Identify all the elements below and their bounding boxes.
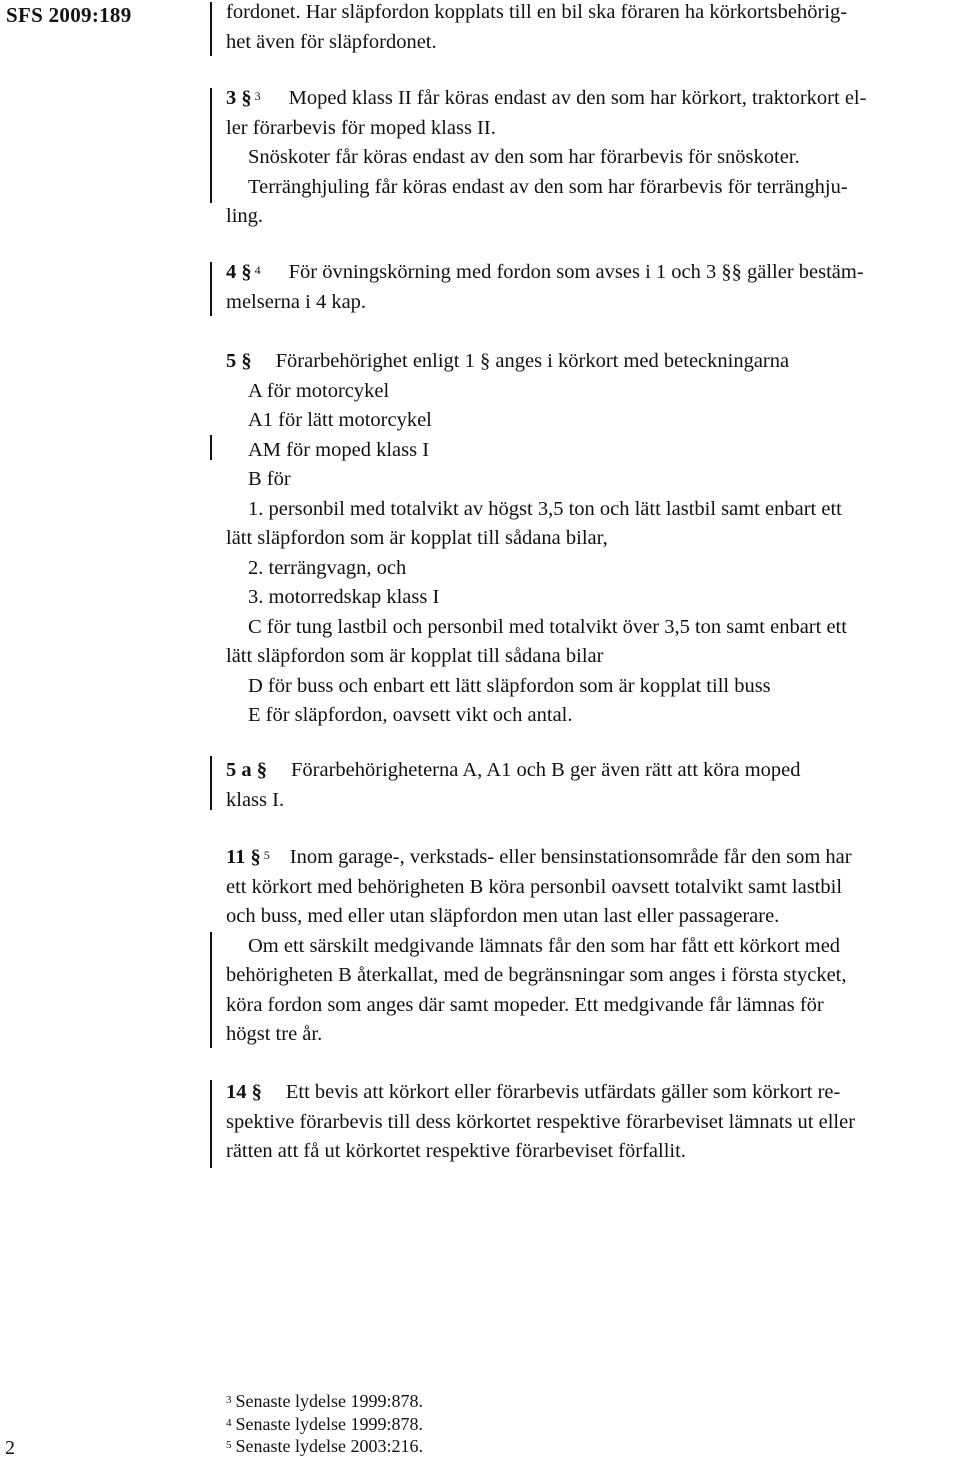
list-item: E för släpfordon, oavsett vikt och antal. <box>248 704 573 726</box>
text-line: rätten att få ut körkortet respektive förarbeviset förfallit. <box>226 1140 686 1162</box>
list-item: 1. personbil med totalvikt av högst 3,5 ton och lätt lastbil samt enbart ett <box>248 497 842 520</box>
text-line: melserna i 4 kap. <box>226 290 367 313</box>
text-line: lätt släpfordon som är kopplat till sådana bilar, <box>226 527 608 549</box>
change-bar <box>210 435 212 460</box>
section-5a <box>226 756 958 815</box>
change-bar <box>210 932 212 1048</box>
change-bar <box>210 2 212 56</box>
footnote-ref: 4 <box>254 263 261 277</box>
text-line: spektive förarbevis till dess körkortet respektive förarbeviset lämnats ut eller <box>226 1110 856 1133</box>
intro-paragraph <box>226 0 958 57</box>
footnotes <box>226 1390 423 1458</box>
section-number: 3 § <box>226 87 252 109</box>
text-line: ling. <box>226 205 264 227</box>
text-line: Om ett särskilt medgivande lämnats får den som har fått ett körkort med <box>248 934 841 957</box>
text-line: ler förarbevis för moped klass II. <box>226 116 496 139</box>
text-line: Inom garage-, verkstads- eller bensinstationsområde får den som har <box>289 846 852 868</box>
footnote <box>226 1390 423 1413</box>
list-item: 2. terrängvagn, och <box>248 556 407 579</box>
footnote-text: Senaste lydelse 2003:216. <box>235 1436 423 1456</box>
section-11 <box>226 843 958 1050</box>
text-line: och buss, med eller utan släpfordon men utan last eller passagerare. <box>226 905 780 927</box>
text-line: behörigheten B återkallat, med de begränsningar som anges i första stycket, <box>226 964 847 986</box>
footnote-mark: 5 <box>226 1439 232 1451</box>
text-line: Ett bevis att körkort eller förarbevis utfärdats gäller som körkort re- <box>285 1081 841 1103</box>
footnote-ref: 5 <box>263 848 270 862</box>
section-5 <box>226 347 958 731</box>
text-line: Förarbehörighet enligt 1 § anges i körkort med beteckningarna <box>275 350 790 372</box>
section-number: 5 a § <box>226 759 267 781</box>
text-line: Terränghjuling får köras endast av den som har förarbevis för terränghju- <box>248 175 848 198</box>
list-item: C för tung lastbil och personbil med totalvikt över 3,5 ton samt enbart ett <box>248 615 847 638</box>
sfs-number: SFS 2009:189 <box>6 3 132 27</box>
text-line: Snöskoter får köras endast av den som har förarbevis för snöskoter. <box>248 146 800 168</box>
list-item: D för buss och enbart ett lätt släpfordon som är kopplat till buss <box>248 674 771 697</box>
section-number: 4 § <box>226 261 252 283</box>
section-number: 14 § <box>226 1081 262 1103</box>
footnote-text: Senaste lydelse 1999:878. <box>235 1413 423 1434</box>
text-line: fordonet. Har släpfordon kopplats till en bil ska föraren ha körkortsbehörig- <box>226 1 848 23</box>
footnote-mark: 4 <box>226 1416 232 1429</box>
section-number: 5 § <box>226 350 252 372</box>
list-item: A1 för lätt motorcykel <box>248 409 432 431</box>
text-line: Moped klass II får köras endast av den som har körkort, traktorkort el- <box>288 87 867 109</box>
change-bar <box>210 262 212 316</box>
text-line: het även för släpfordonet. <box>226 30 437 53</box>
section-14 <box>226 1078 958 1167</box>
section-3 <box>226 84 958 232</box>
footnote-mark: 3 <box>226 1394 232 1406</box>
list-item: 3. motorredskap klass I <box>248 586 440 608</box>
change-bar <box>210 1080 212 1168</box>
list-item: AM för moped klass I <box>248 438 430 461</box>
text-line: Förarbehörigheterna A, A1 och B ger även rätt att köra moped <box>291 759 801 781</box>
footnote <box>226 1435 423 1458</box>
footnote-text: Senaste lydelse 1999:878. <box>235 1391 423 1411</box>
section-4 <box>226 258 958 317</box>
footnote <box>226 1413 423 1436</box>
list-item: B för <box>248 468 291 490</box>
change-bar <box>210 756 212 810</box>
list-item: A för motorcykel <box>248 379 390 402</box>
text-line: högst tre år. <box>226 1023 323 1045</box>
change-bar <box>210 88 212 203</box>
page-number: 2 <box>5 1437 15 1459</box>
text-line: klass I. <box>226 788 285 811</box>
text-line: köra fordon som anges där samt mopeder. Ett medgivande får lämnas för <box>226 993 824 1016</box>
section-number: 11 § <box>226 846 261 868</box>
footnote-ref: 3 <box>254 89 261 103</box>
text-line: lätt släpfordon som är kopplat till sådana bilar <box>226 645 604 667</box>
text-line: För övningskörning med fordon som avses i 1 och 3 §§ gäller bestäm- <box>288 261 864 283</box>
text-line: ett körkort med behörigheten B köra personbil oavsett totalvikt samt lastbil <box>226 875 843 898</box>
